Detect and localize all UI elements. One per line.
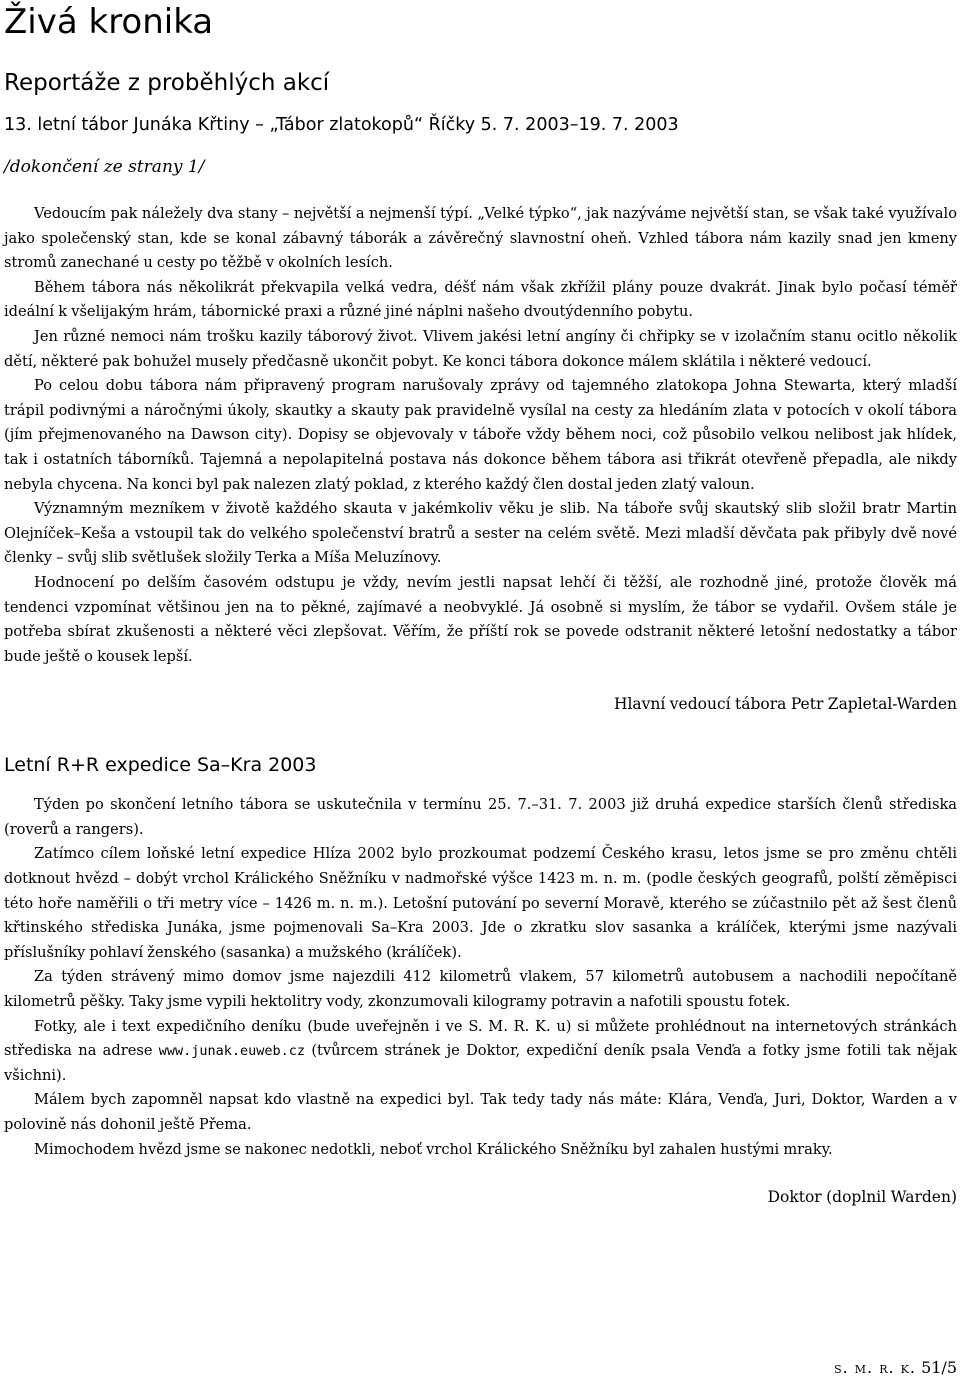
- article2-paragraph: Za týden strávený mimo domov jsme najezdili 412 kilometrů vlakem, 57 kilometrů autobusem a nachodili nepočítaně kilometrů pěšky. Taky jsme vypili hektolitry vody, zkonzumovali kilogramy potravin a nafotili spoustu fotek.: [4, 968, 957, 1011]
- article2-signature: Doktor (doplnil Warden): [767, 1188, 957, 1207]
- publication-name: s. m. r. k.: [834, 1358, 916, 1377]
- article1-paragraph: Významným mezníkem v životě každého skauta v jakémkoliv věku je slib. Na táboře svůj skautský slib složil bratr Martin Olejníček–Keša a vstoupil tak do velkého společenství bratrů a sester na celém světě. Mezi mladší děvčata pak přibyly dvě nové členky – svůj slib světlušek složily Terka a Míša Meluzínovy.: [4, 500, 957, 567]
- article2-paragraph: Týden po skončení letního tábora se uskutečnila v termínu 25. 7.–31. 7. 2003 již druhá expedice starších členů střediska (roverů a rangers).: [4, 796, 957, 838]
- article2-paragraph: Mimochodem hvězd jsme se nakonec nedotkli, neboť vrchol Králického Sněžníku byl zahalen hustými mraky.: [34, 1140, 833, 1158]
- section-title: Živá kronika: [4, 2, 214, 42]
- article1-signature: Hlavní vedoucí tábora Petr Zapletal-Warden: [613, 695, 957, 714]
- website-link[interactable]: www.junak.euweb.cz: [158, 1043, 306, 1060]
- page-number: 51/5: [921, 1358, 957, 1377]
- article1-body: [4, 202, 957, 716]
- photo-text-after: (tvůrcem stránek je Doktor, expediční deník psala Venďa a fotky jsme fotili tak nějak všichni).: [4, 1042, 957, 1084]
- article2-body: [4, 793, 957, 1209]
- article1-paragraph: Hodnocení po delším časovém odstupu je vždy, nevím jestli napsat lehčí či těžší, ale rozhodně jiné, protože člověk má tendenci vzpomínat většinou jen na to pěkné, zajímavé a neobvyklé. Já osobně si myslím, že tábor se vydařil. Ovšem stále je potřeba sbírat zkušenosti a některé věci zlepšovat. Věřím, že příští rok se povede odstranit některé letošní nedostatky a tábor bude ještě o kousek lepší.: [4, 573, 957, 665]
- article1-paragraph: Jen různé nemoci nám trošku kazily táborový život. Vlivem jakési letní angíny či chřipky se v izolačním stanu ocitlo několik dětí, některé pak bohužel musely předčasně ukončit pobyt. Ke konci tábora dokonce málem sklátila i některé vedoucí.: [4, 327, 957, 370]
- article1-paragraph: Vedoucím pak náležely dva stany – největší a nejmenší týpí. „Velké týpko“, jak nazýváme největší stan, se však také využívalo jako společenský stan, kde se konal zábavný táborák a závěrečný slavnostní oheň. Vzhled tábora nám kazily snad jen kmeny stromů zanechané u cesty po těžbě v okolních lesích.: [4, 205, 957, 272]
- article2-title: Letní R+R expedice Sa–Kra 2003: [4, 754, 317, 777]
- subsection-title: Reportáže z proběhlých akcí: [4, 70, 330, 96]
- article1-paragraph: Po celou dobu tábora nám připravený program narušovaly zprávy od tajemného zlatokopa Johna Stewarta, který mladší trápil podivnými a náročnými úkoly, skautky a skauty pak pravidelně vysílal na cesty za hledáním zlata v potocích v okolí tábora (jím přejmenovaného na Dawson city). Dopisy se objevovaly v táboře vždy během noci, což působilo velkou nelibost jak hlídek, tak i ostatních táborníků. Tajemná a nepolapitelná postava nás dokonce během tábora asi třikrát otevřeně přepadla, ale nikdy nebyla chycena. Na konci byl pak nalezen zlatý poklad, z kterého každý člen dostal jeden zlatý valoun.: [4, 377, 957, 493]
- article2-paragraph-photos: [4, 1015, 957, 1089]
- photo-text-before: Fotky, ale i text expedičního deníku (bude uveřejněn i ve S. M. R. K. u) si můžete prohlédnout na internetových stránkách střediska na adrese: [4, 1017, 957, 1060]
- continued-note: /dokončení ze strany 1/: [4, 157, 205, 177]
- page-footer: [834, 1357, 957, 1379]
- article1-paragraph: Během tábora nás několikrát překvapila velká vedra, déšť nám však zkřížil plány pouze dvakrát. Jinak bylo počasí téměř ideální k všelijakým hrám, tábornické praxi a různé jiné náplni našeho dvoutýdenního pobytu.: [4, 278, 957, 321]
- article2-paragraph: Zatímco cílem loňské letní expedice Hlíza 2002 bylo prozkoumat podzemí Českého krasu, letos jsme se pro změnu chtěli dotknout hvězd – dobýt vrchol Králického Sněžníku v nadmořské výšce 1423 m. n. m. (podle českých geografů, polští zěměpisci této hoře naměřili o tři metry více – 1426 m. n. m.). Letošní putování po severní Moravě, kterého se zúčastnilo pět až šest členů křtinského střediska Junáka, jsme pojmenovali Sa–Kra 2003. Jde o zkratku slov sasanka a králíček, kterými jsme nazývali příslušníky pohlaví ženského (sasanka) a mužského (králíček).: [4, 845, 957, 961]
- page: [4, 0, 957, 1209]
- article2-paragraph: Málem bych zapomněl napsat kdo vlastně na expedici byl. Tak tedy tady nás máte: Klára, Venďa, Juri, Doktor, Warden a v polovině nás dohonil ještě Přema.: [4, 1091, 957, 1133]
- article1-title: 13. letní tábor Junáka Křtiny – „Tábor zlatokopů“ Říčky 5. 7. 2003–19. 7. 2003: [4, 115, 679, 135]
